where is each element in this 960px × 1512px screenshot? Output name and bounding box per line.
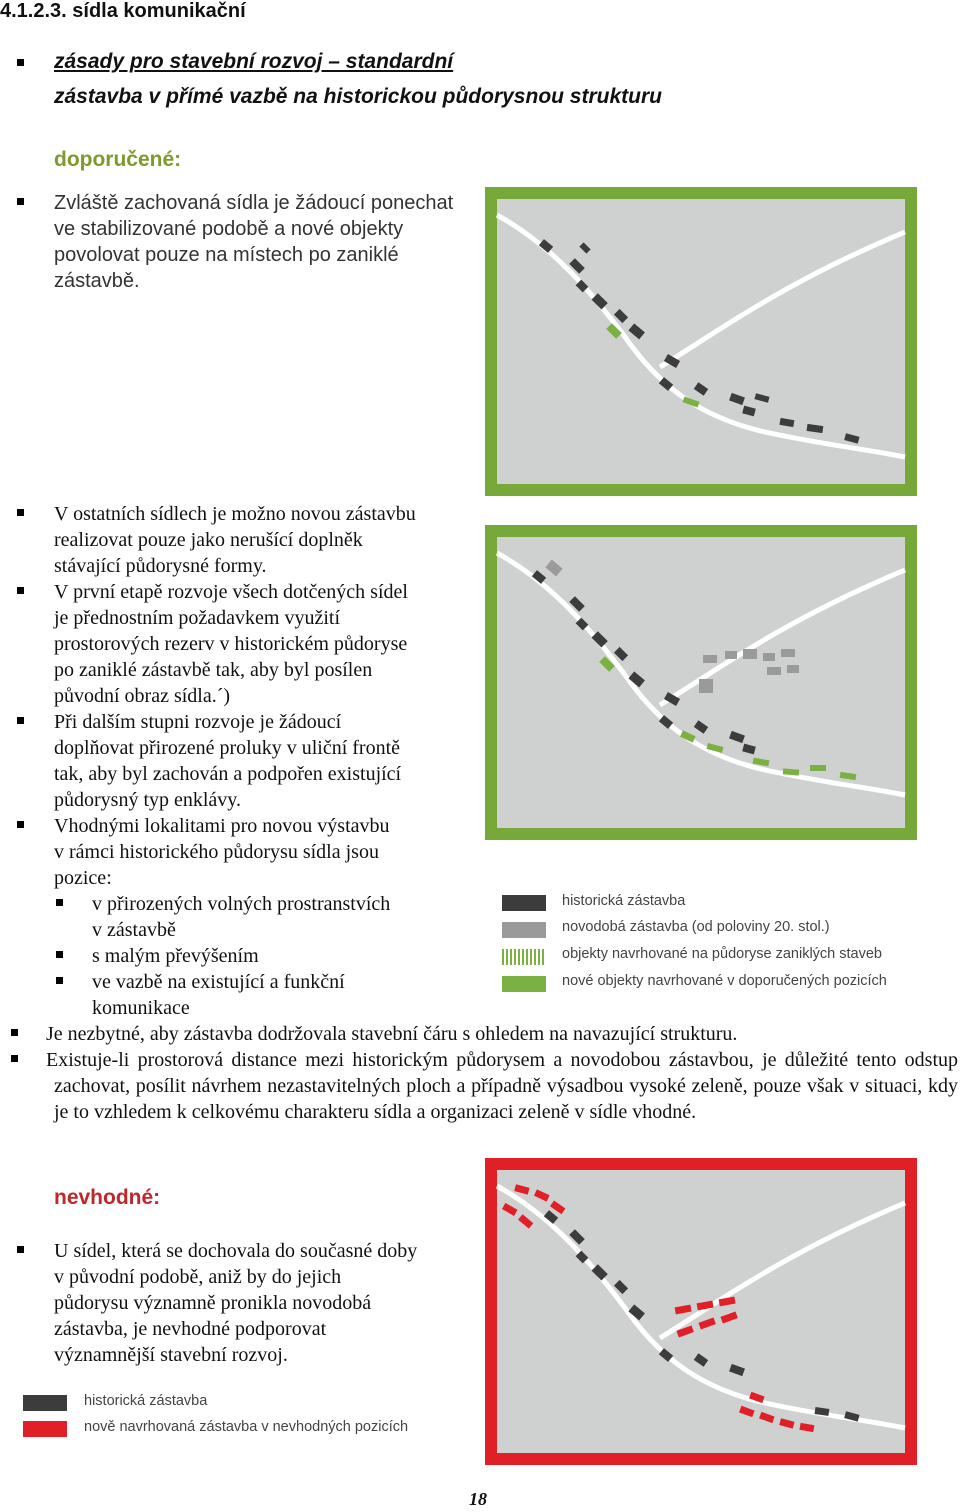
legend-proposed-bad: nově navrhovaná zástavba v nevhodných pozicích <box>84 1419 409 1435</box>
settlement-map-development <box>485 525 917 840</box>
recommended-bullet-4: Při dalším stupni rozvoje je žádoucí doplňovat přirozené proluky v uliční frontě tak, aby byl zachován a podpořen existující půdorysný typ enklávy. <box>54 711 402 811</box>
legend-swatch-proposed-new <box>502 976 546 992</box>
legend-modern: novodobá zástavba (od poloviny 20. stol.) <box>562 919 830 935</box>
recommended-bullet-5: Vhodnými lokalitami pro novou výstavbu v rámci historického půdorysu sídla jsou pozice: <box>54 815 390 889</box>
settlement-map-stabilized <box>485 187 917 496</box>
legend-proposed-new: nové objekty navrhované v doporučených pozicích <box>562 973 887 989</box>
bullet-marker <box>17 59 24 66</box>
bullet-marker <box>11 1029 18 1036</box>
bullet-marker <box>17 1246 24 1253</box>
sub-bullet-marker <box>56 951 63 958</box>
unsuitable-label: nevhodné: <box>54 1186 161 1209</box>
legend-swatch-proposed-lost <box>502 949 546 965</box>
principles-subtitle: zástavba v přímé vazbě na historickou půdorysnou strukturu <box>54 85 662 108</box>
recommended-label: doporučené: <box>54 148 182 171</box>
legend-swatch-modern <box>502 922 546 938</box>
bullet-marker <box>17 717 24 724</box>
recommended-bullet-3: V první etapě rozvoje všech dotčených sídel je přednostním požadavkem využití prostorových rezerv v historickém půdoryse po zaniklé zástavbě tak, aby byl posílen původní obraz sídla.´) <box>54 581 408 707</box>
section-heading: 4.1.2.3. sídla komunikační <box>0 0 246 22</box>
position-sub-3: ve vazbě na existující a funkční komunikace <box>92 971 345 1019</box>
recommended-bullet-7: Existuje-li prostorová distance mezi historickým půdorysem a novodobou zástavbou, je důležité tento odstup zachovat, posílit návrhem nezastavitelných ploch a případně výsadbou vysoké zeleně, pouze však v situaci, kdy je to vzhledem k celkovému charakteru sídla a organizaci zeleně v sídle vhodné. <box>46 1049 958 1123</box>
bullet-marker <box>17 821 24 828</box>
legend-historic: historická zástavba <box>562 893 686 909</box>
bullet-marker <box>17 198 24 205</box>
legend-swatch-historic <box>502 895 546 911</box>
principles-title: zásady pro stavební rozvoj – standardní <box>54 50 454 73</box>
recommended-bullet-6: Je nezbytné, aby zástavba dodržovala stavební čáru s ohledem na navazující strukturu. <box>46 1023 738 1045</box>
legend-swatch-proposed-bad <box>23 1421 67 1437</box>
recommended-bullet-1: Zvláště zachovaná sídla je žádoucí ponechat ve stabilizované podobě a nové objekty povolovat pouze na místech po zaniklé zástavbě. <box>54 192 454 292</box>
sub-bullet-marker <box>56 977 63 984</box>
bullet-marker <box>17 587 24 594</box>
position-sub-1: v přirozených volných prostranstvích v zástavbě <box>92 893 391 941</box>
page-number: 18 <box>469 1489 487 1509</box>
position-sub-2: s malým převýšením <box>92 945 259 967</box>
legend-proposed-lost: objekty navrhované na půdoryse zaniklých staveb <box>562 946 882 962</box>
legend-historic-2: historická zástavba <box>84 1393 208 1409</box>
recommended-bullet-2: V ostatních sídlech je možno novou zástavbu realizovat pouze jako nerušící doplněk stávající půdorysné formy. <box>54 503 416 577</box>
bullet-marker <box>11 1055 18 1062</box>
bullet-marker <box>17 509 24 516</box>
sub-bullet-marker <box>56 899 63 906</box>
legend-swatch-historic-2 <box>23 1395 67 1411</box>
unsuitable-bullet-1: U sídel, která se dochovala do současné doby v původní podobě, aniž by do jejich půdorysu významně pronikla novodobá zástavba, je nevhodné podporovat významnější stavební rozvoj. <box>54 1240 418 1366</box>
settlement-map-unsuitable <box>485 1158 917 1465</box>
